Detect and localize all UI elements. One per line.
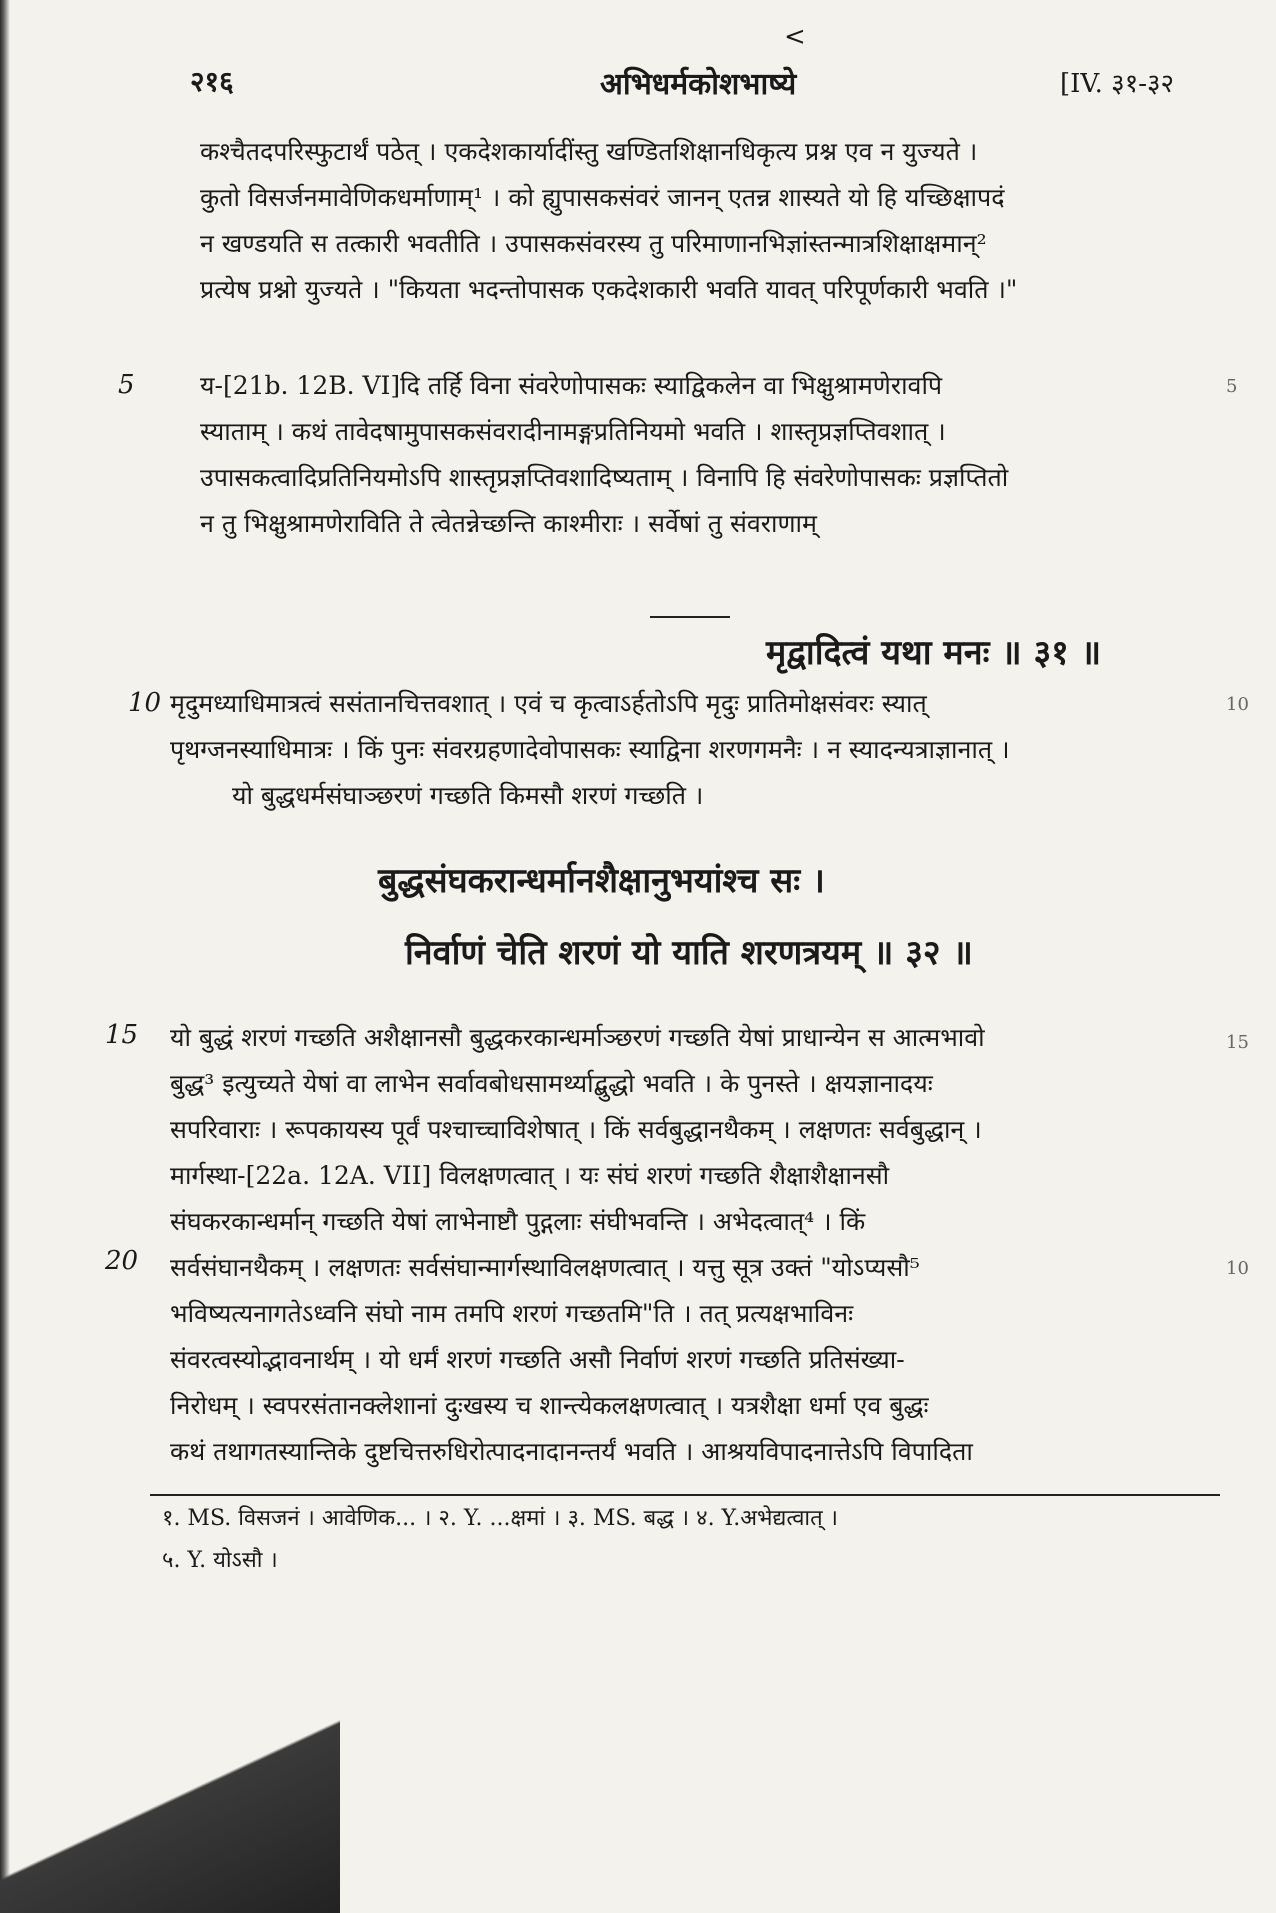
text-line: बुद्ध³ इत्युच्यते येषां वा लाभेन सर्वावबोधसामर्थ्याद्बुद्धो भवति । के पुनस्ते । क्षयज्ञानादयः (170, 1069, 933, 1098)
top-mark: < (784, 22, 806, 52)
text-line: कुतो विसर्जनमावेणिकधर्माणाम्¹ । को ह्युपासकसंवरं जानन् एतन्न शास्यते यो हि यच्छिक्षापदं (200, 183, 1005, 212)
text-line: यो बुद्धं शरणं गच्छति अशैक्षानसौ बुद्धकरकान्धर्माञ्छरणं गच्छति येषां प्राधान्येन स आत्मभावो (170, 1023, 985, 1052)
footnote-line: ५. Y. योऽसौ । (162, 1548, 278, 1573)
text-line: कश्चैतदपरिस्फुटार्थं पठेत् । एकदेशकार्यादींस्तु खण्डितशिक्षानधिकृत्य प्रश्न एव न युज्यते । (200, 137, 978, 166)
text-line: कथं तथागतस्यान्तिके दुष्टचित्तरुधिरोत्पादनादानन्तर्यं भवति । आश्रयविपादनात्तेऽपि विपादिता (170, 1437, 973, 1466)
line-number: 10 (128, 688, 162, 718)
verse-32a: बुद्धसंघकरान्धर्मानशैक्षानुभयांश्च सः । (378, 861, 825, 901)
running-title: अभिधर्मकोशभाष्ये (600, 67, 797, 102)
text-line: मृदुमध्याधिमात्रत्वं ससंतानचित्तवशात् । एवं च कृत्वाऽर्हतोऽपि मृदुः प्रातिमोक्षसंवरः स्यात् (170, 689, 927, 718)
text-line: य-[21b. 12B. VI]दि तर्हि विना संवरेणोपासकः स्याद्विकलेन वा भिक्षुश्रामणेरावपि (200, 371, 943, 400)
underline-mark (650, 616, 730, 618)
text-line: न तु भिक्षुश्रामणेराविति ते त्वेतन्नेच्छन्ति काश्मीराः । सर्वेषां तु संवराणाम् (200, 509, 817, 538)
text-line: पृथग्जनस्याधिमात्रः । किं पुनः संवरग्रहणादेवोपासकः स्याद्विना शरणगमनैः । न स्यादन्यत्राज्ञानात् । (170, 735, 1010, 764)
text-line: प्रत्येष प्रश्नो युज्यते । "कियता भदन्तोपासक एकदेशकारी भवति यावत् परिपूर्णकारी भवति ।" (200, 275, 1018, 304)
verse-31: मृद्वादित्वं यथा मनः ॥ ३१ ॥ (766, 633, 1102, 673)
scan-corner-shadow (0, 1720, 340, 1913)
verse-32b: निर्वाणं चेति शरणं यो याति शरणत्रयम् ॥ ३२ ॥ (405, 933, 973, 973)
margin-number: 10 (1226, 1258, 1249, 1279)
scan-edge-shadow (0, 0, 10, 1913)
text-line: सपरिवाराः । रूपकायस्य पूर्वं पश्चाच्चाविशेषात् । किं सर्वबुद्धानथैकम् । लक्षणतः सर्वबुद्धान् । (170, 1115, 982, 1144)
text-line: संवरत्वस्योद्भावनार्थम् । यो धर्मं शरणं गच्छति असौ निर्वाणं शरणं गच्छति प्रतिसंख्या- (170, 1345, 905, 1374)
text-line: निरोधम् । स्वपरसंतानक्लेशानां दुःखस्य च शान्त्येकलक्षणत्वात् । यत्रशैक्षा धर्मा एव बुद्धः (170, 1391, 929, 1420)
footnote-rule (150, 1494, 1220, 1496)
text-line: न खण्डयति स तत्कारी भवतीति । उपासकसंवरस्य तु परिमाणानभिज्ञांस्तन्मात्रशिक्षाक्षमान्² (200, 229, 987, 258)
text-line: यो बुद्धधर्मसंघाञ्छरणं गच्छति किमसौ शरणं गच्छति । (232, 781, 704, 810)
footnote-line: १. MS. विसजनं । आवेणिक... । २. Y. ...क्षमां । ३. MS. बद्ध । ४. Y.अभेद्यत्वात् । (162, 1506, 839, 1531)
line-number: 15 (105, 1020, 139, 1050)
page-number: २१६ (190, 65, 234, 98)
text-line: स्याताम् । कथं तावेदषामुपासकसंवरादीनामङ्गप्रतिनियमो भवति । शास्तृप्रज्ञप्तिवशात् । (200, 417, 946, 446)
line-number: 5 (118, 370, 135, 400)
text-line: उपासकत्वादिप्रतिनियमोऽपि शास्तृप्रज्ञप्तिवशादिष्यताम् । विनापि हि संवरेणोपासकः प्रज्ञप्तितो (200, 463, 1009, 492)
margin-number: 15 (1226, 1032, 1249, 1053)
running-header (0, 62, 1276, 106)
section-reference: [IV. ३१-३२ (1060, 69, 1175, 99)
text-line: संघकरकान्धर्मान् गच्छति येषां लाभेनाष्टौ पुद्गलाः संघीभवन्ति । अभेदत्वात्⁴ । किं (170, 1207, 866, 1236)
text-line: भविष्यत्यनागतेऽध्वनि संघो नाम तमपि शरणं गच्छतमि"ति । तत् प्रत्यक्षभाविनः (170, 1299, 854, 1328)
margin-number: 10 (1226, 694, 1249, 715)
margin-number: 5 (1226, 376, 1238, 397)
text-line: मार्गस्था-[22a. 12A. VII] विलक्षणत्वात् । यः संघं शरणं गच्छति शैक्षाशैक्षानसौ (170, 1161, 890, 1190)
line-number: 20 (105, 1246, 139, 1276)
text-line: सर्वसंघानथैकम् । लक्षणतः सर्वसंघान्मार्गस्थाविलक्षणत्वात् । यत्तु सूत्र उक्तं "योऽप्यसौ⁵ (170, 1253, 920, 1282)
